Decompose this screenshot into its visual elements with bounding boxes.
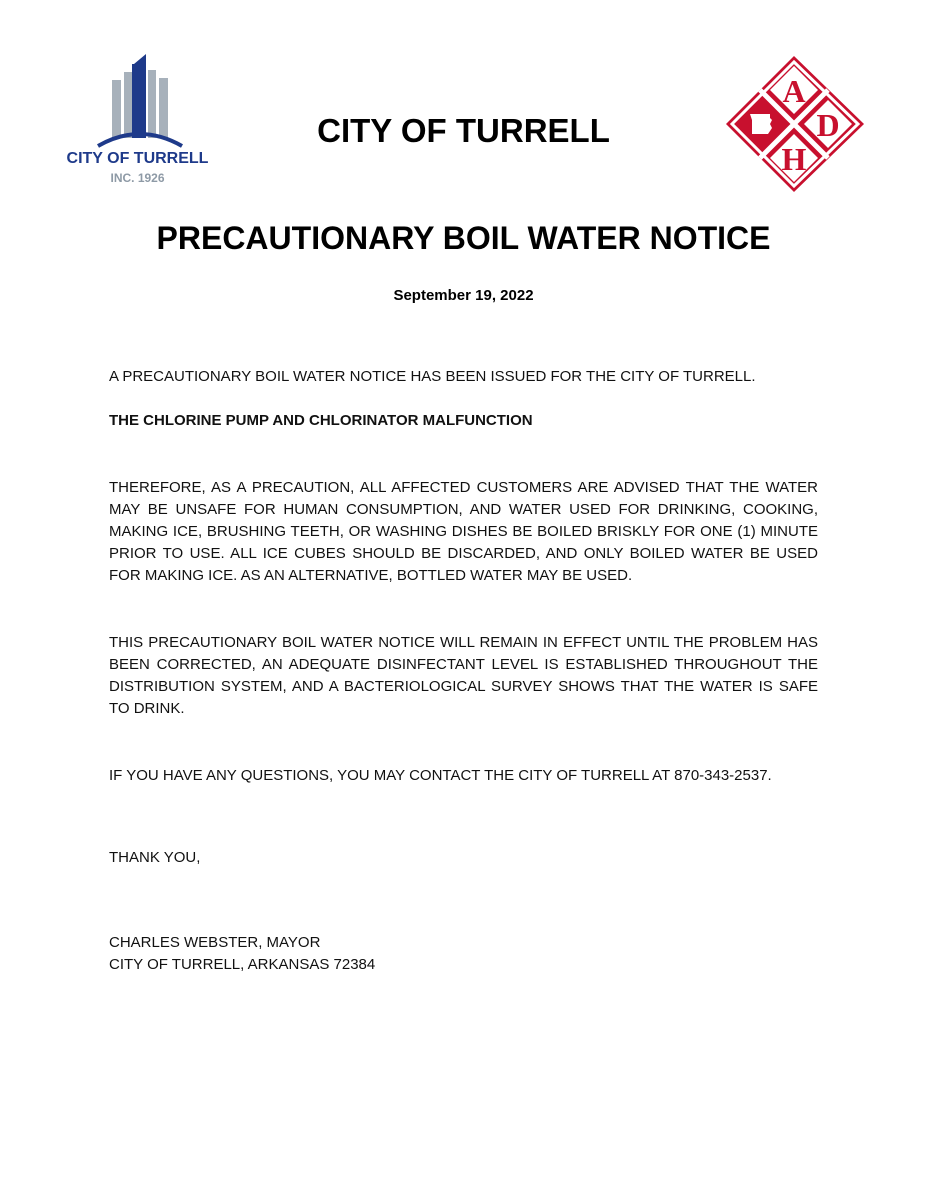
svg-text:A: A bbox=[782, 73, 806, 109]
contact-paragraph: IF YOU HAVE ANY QUESTIONS, YOU MAY CONTACT THE CITY OF TURRELL AT 870-343-2537. bbox=[109, 767, 772, 784]
advisory-paragraph: THEREFORE, AS A PRECAUTION, ALL AFFECTED CUSTOMERS ARE ADVISED THAT THE WATER MAY BE UNSAFE FOR HUMAN CONSUMPTION, AND WATER USED FOR DRINKING, COOKING, MAKING ICE, BRUSHING TEETH, OR WASHING DISHES BE BOILED BRISKLY FOR ONE (1) MINUTE PRIOR TO USE. ALL ICE CUBES SHOULD BE DISCARDED, AND ONLY BOILED WATER BE USED FOR MAKING ICE. AS AN ALTERNATIVE, BOTTLED WATER MAY BE USED. bbox=[109, 479, 818, 584]
notice-title: PRECAUTIONARY BOIL WATER NOTICE bbox=[156, 220, 771, 256]
svg-text:H: H bbox=[781, 141, 807, 177]
signature-address: CITY OF TURRELL, ARKANSAS 72384 bbox=[109, 956, 376, 973]
duration-paragraph: THIS PRECAUTIONARY BOIL WATER NOTICE WILL REMAIN IN EFFECT UNTIL THE PROBLEM HAS BEEN CORRECTED, AN ADEQUATE DISINFECTANT LEVEL IS ESTABLISHED THROUGHOUT THE DISTRIBUTION SYSTEM, AND A BACTERIOLOGICAL SURVEY SHOWS THAT THE WATER IS SAFE TO DRINK. bbox=[109, 634, 818, 717]
intro-paragraph: A PRECAUTIONARY BOIL WATER NOTICE HAS BEEN ISSUED FOR THE CITY OF TURRELL. bbox=[109, 368, 756, 385]
city-logo-name: CITY OF TURRELL bbox=[66, 150, 209, 167]
signature-name: CHARLES WEBSTER, MAYOR bbox=[109, 934, 321, 951]
reason-paragraph: THE CHLORINE PUMP AND CHLORINATOR MALFUNCTION bbox=[109, 412, 533, 429]
notice-date: September 19, 2022 bbox=[393, 287, 534, 304]
svg-text:D: D bbox=[816, 107, 840, 143]
closing-text: THANK YOU, bbox=[109, 849, 201, 866]
city-title: CITY OF TURRELL bbox=[317, 112, 610, 149]
city-logo-inc: INC. 1926 bbox=[110, 171, 165, 185]
